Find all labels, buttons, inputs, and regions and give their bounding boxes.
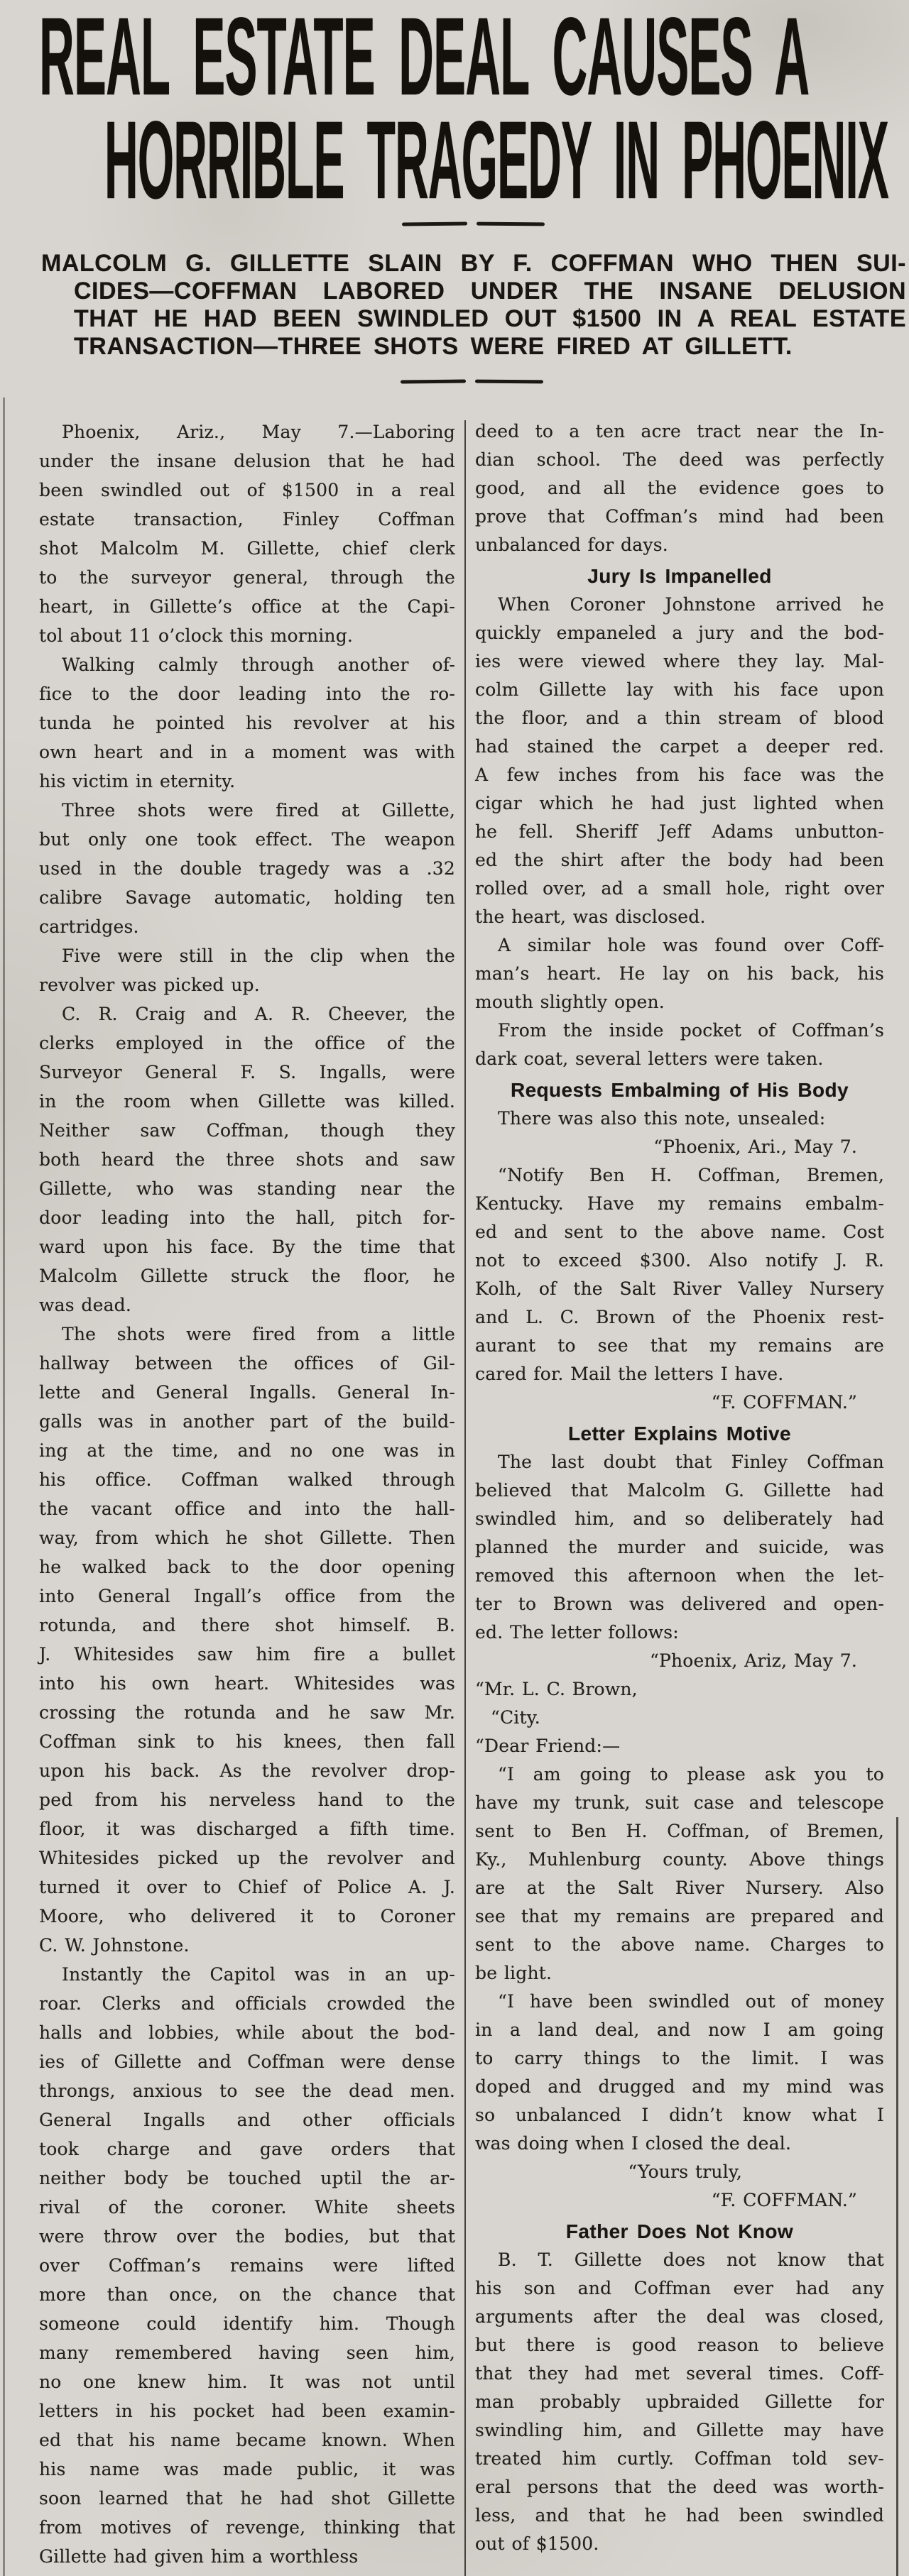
article-line: rival of the coroner. White sheets [39,2197,455,2218]
article-line: the floor, and a thin stream of blood [475,708,884,728]
article-line: A few inches from his face was the [475,764,884,785]
article-line: less, and that he had been swindled [475,2505,884,2526]
article-line: heart, in Gillette’s office at the Capi- [39,596,455,617]
divider-ornament-bottom [401,380,543,383]
article-line: rolled over, ad a small hole, right over [475,878,884,899]
article-line: ter to Brown was delivered and open- [475,1594,884,1614]
article-line: in the room when Gillette was killed. [39,1091,455,1112]
article-line: planned the murder and suicide, was [475,1537,884,1557]
article-line: ed that his name became known. When [39,2430,455,2450]
article-line: estate transaction, Finley Coffman [39,509,455,530]
article-line: many remembered having seen him, [39,2342,455,2363]
article-line: so unbalanced I didn’t know what I [475,2105,884,2125]
article-line: halls and lobbies, while about the bod- [39,2022,455,2043]
article-line: ed. The letter follows: [475,1622,679,1643]
article-line: door leading into the hall, pitch for- [39,1207,455,1228]
article-line: had stained the carpet a deeper red. [475,736,884,757]
headline-line-1: REAL ESTATE DEAL CAUSES A [39,0,810,119]
article-line: ies of Gillette and Coffman were dense [39,2051,455,2072]
article-line: Kentucky. Have my remains embalm- [475,1193,884,1214]
article-line: Instantly the Capitol was in an up- [62,1964,455,1985]
article-line: tunda he pointed his revolver at his [39,713,455,733]
article-line: The shots were fired from a little [62,1324,455,1344]
subhead-line: MALCOLM G. GILLETTE SLAIN BY F. COFFMAN WHO THEN SUI- [41,250,906,277]
article-line: from motives of revenge, thinking that [39,2517,455,2538]
article-line: dark coat, several letters were taken. [475,1048,824,1069]
article-line: Gillette had given him a worthless [39,2546,359,2567]
article-line: revolver was picked up. [39,975,260,995]
article-line: the vacant office and into the hall- [39,1498,455,1519]
article-line: There was also this note, unsealed: [498,1108,826,1129]
article-line: used in the double tragedy was a .32 [39,858,455,879]
article-line: way, from which he shot Gillette. Then [39,1528,455,1548]
article-line: Neither saw Coffman, though they [39,1120,455,1141]
article-line: his office. Coffman walked through [39,1469,455,1490]
article-line: neither body be touched uptil the ar- [39,2168,455,2188]
article-line: sent to the above name. Charges to [475,1934,884,1955]
article-line: was dead. [39,1295,132,1315]
article-line: was doing when I closed the deal. [475,2133,792,2154]
article-line: are at the Salt River Nursery. Also [475,1878,884,1898]
article-line: unbalanced for days. [475,535,668,555]
article-line: the heart, was disclosed. [475,906,706,927]
article-line: C. R. Craig and A. R. Cheever, the [62,1004,455,1024]
section-subhead: Jury Is Impanelled [587,565,772,587]
page-left-edge-rule [3,398,5,2576]
article-line: his name was made public, it was [39,2459,455,2479]
article-line: but there is good reason to believe [475,2335,884,2355]
article-line: Surveyor General F. S. Ingalls, were [39,1062,455,1083]
article-line: When Coroner Johnstone arrived he [498,594,884,615]
article-line: turned it over to Chief of Police A. J. [39,1877,455,1897]
article-line: took charge and gave orders that [39,2139,455,2159]
article-line: upon his back. As the revolver drop- [39,1760,455,1781]
article-line: that they had met several times. Coff- [475,2363,884,2384]
article-line: quickly empaneled a jury and the bod- [475,623,884,643]
article-line: have my trunk, suit case and telescope [475,1792,884,1813]
article-line: crossing the rotunda and he saw Mr. [39,1702,455,1723]
article-line: “Phoenix, Ariz, May 7. [649,1650,857,1671]
article-line: soon learned that he had shot Gillette [39,2488,455,2509]
subhead-line: CIDES—COFFMAN LABORED UNDER THE INSANE DELUSION [74,278,906,305]
article-line: C. W. Johnstone. [39,1935,190,1956]
article-line: removed this afternoon when the let- [475,1565,884,1586]
article-line: but only one took effect. The weapon [39,829,455,850]
article-line: in a land deal, and now I am going [475,2019,884,2040]
article-line: “F. COFFMAN.” [711,2190,857,2210]
article-line: man probably upbraided Gillette for [475,2391,884,2412]
headline [39,0,909,222]
column-divider-rule [464,420,466,2576]
dash-icon [401,380,466,384]
article-line: both heard the three shots and saw [39,1149,455,1170]
article-line: floor, it was discharged a fifth time. [39,1819,455,1839]
article-line: “Phoenix, Ari., May 7. [653,1136,857,1157]
article-line: out of $1500. [475,2533,599,2554]
article-line: been swindled out of $1500 in a real [39,480,455,500]
article-line: mouth slightly open. [475,992,665,1012]
article-line: prove that Coffman’s mind had been [475,506,884,527]
article-line: Malcolm Gillette struck the floor, he [39,1266,455,1286]
section-subhead: Letter Explains Motive [568,1423,791,1445]
article-line: “Dear Friend:— [475,1736,621,1756]
article-line: more than once, on the chance that [39,2284,455,2305]
subhead-line: THAT HE HAD BEEN SWINDLED OUT $1500 IN A REAL ESTATE [74,305,906,332]
article-line: fice to the door leading into the ro- [39,684,455,704]
article-line: clerks employed in the office of the [39,1033,455,1053]
article-line: The last doubt that Finley Coffman [498,1452,884,1472]
article-line: ed the shirt after the body had been [475,850,884,870]
article-line: ward upon his face. By the time that [39,1237,455,1257]
article-line: calibre Savage automatic, holding ten [39,887,455,908]
dash-icon [477,222,545,226]
article-line: lette and General Ingalls. General In- [39,1382,455,1403]
article-line: swindled him, and so deliberately had [475,1508,884,1529]
article-line: Gillette, who was standing near the [39,1178,455,1199]
article-line: good, and all the evidence goes to [475,478,884,498]
article-line: “F. COFFMAN.” [711,1392,857,1413]
article-line: own heart and in a moment was with [39,742,455,762]
article-line: “I have been swindled out of money [498,1991,884,2012]
article-line: From the inside pocket of Coffman’s [498,1020,884,1041]
article-line: shot Malcolm M. Gillette, chief clerk [39,538,455,559]
article-line: sent to Ben H. Coffman, of Bremen, [475,1821,884,1841]
article-line: under the insane delusion that he had [39,451,455,471]
article-line: “Mr. L. C. Brown, [475,1679,638,1699]
divider-ornament-top [402,222,545,226]
article-line: letters in his pocket had been examin- [39,2401,455,2421]
article-line: ped from his nerveless hand to the [39,1790,455,1810]
article-line: swindling him, and Gillette may have [475,2420,884,2440]
article-line: Three shots were fired at Gillette, [62,800,455,821]
article-line: Moore, who delivered it to Coroner [39,1906,455,1926]
article-line: his victim in eternity. [39,771,236,791]
article-line: his son and Coffman ever had any [475,2278,884,2298]
headline-line-2: HORRIBLE TRAGEDY IN PHOENIX [104,97,889,222]
article-line: throngs, anxious to see the dead men. [39,2081,455,2101]
article-line: aurant to see that my remains are [475,1335,884,1356]
article-line: B. T. Gillette does not know that [498,2249,884,2270]
article-line: arguments after the deal was closed, [475,2306,884,2327]
article-line: be light. [475,1963,553,1983]
deck-subheadline [41,250,906,361]
article-line: ies were viewed where they lay. Mal- [475,651,884,672]
article-line: and L. C. Brown of the Phoenix rest- [475,1307,884,1327]
article-line: to carry things to the limit. I was [475,2048,884,2068]
article-line: roar. Clerks and officials crowded the [39,1993,455,2014]
article-line: into General Ingall’s office from the [39,1586,455,1606]
article-line: treated him curtly. Coffman told sev- [475,2448,884,2469]
article-line: Phoenix, Ariz., May 7.—Laboring [62,422,455,442]
article-line: Ky., Muhlenburg county. Above things [475,1849,884,1870]
article-line: someone could identify him. Though [39,2313,455,2334]
article-line: “Notify Ben H. Coffman, Bremen, [498,1165,884,1185]
article-line: J. Whitesides saw him fire a bullet [39,1644,455,1665]
article-line: ed and sent to the above name. Cost [475,1222,884,1242]
article-line: Whitesides picked up the revolver and [39,1848,455,1868]
article-line: eral persons that the deed was worth- [475,2477,884,2497]
section-subhead: Requests Embalming of His Body [510,1079,849,1101]
article-column-right [475,417,884,2558]
article-line: colm Gillette lay with his face upon [475,679,884,700]
article-line: dian school. The deed was perfectly [475,449,884,470]
article-line: man’s heart. He lay on his back, his [475,963,884,984]
article-line: doped and drugged and my mind was [475,2076,884,2097]
article-column-left [39,417,455,2571]
article-line: Five were still in the clip when the [62,946,455,966]
article-line: into his own heart. Whitesides was [39,1673,455,1694]
article-line: no one knew him. It was not until [39,2372,455,2392]
article-line: deed to a ten acre tract near the In- [475,421,884,442]
article-line: rotunda, and there shot himself. B. [39,1615,455,1635]
article-line: galls was in another part of the build- [39,1411,455,1432]
article-line: cartridges. [39,916,139,937]
article-line: “City. [491,1707,540,1728]
article-line: cared for. Mail the letters I have. [475,1364,784,1384]
article-line: ing at the time, and no one was in [39,1440,455,1461]
article-line: General Ingalls and other officials [39,2110,455,2130]
article-line: Walking calmly through another of- [62,654,455,675]
article-line: A similar hole was found over Coff- [498,935,884,955]
article-line: he fell. Sheriff Jeff Adams unbutton- [475,821,884,842]
article-line: Coffman sink to his knees, then fall [39,1731,455,1752]
article-line: were throw over the bodies, but that [39,2226,455,2247]
article-line: he walked back to the door opening [39,1557,455,1577]
article-line: not to exceed $300. Also notify J. R. [475,1250,884,1271]
article-line: see that my remains are prepared and [475,1906,884,1926]
article-line: over Coffman’s remains were lifted [39,2255,455,2276]
article-line: hallway between the offices of Gil- [39,1353,455,1374]
article-line: tol about 11 o’clock this morning. [39,625,354,646]
article-line: “I am going to please ask you to [498,1764,884,1785]
subhead-line: TRANSACTION—THREE SHOTS WERE FIRED AT GILLETT. [74,333,793,360]
article-line: to the surveyor general, through the [39,567,455,588]
dash-icon [402,222,467,226]
dash-icon [475,380,543,384]
article-line: believed that Malcolm G. Gillette had [475,1480,884,1501]
article-line: “Yours truly, [628,2161,742,2182]
section-subhead: Father Does Not Know [565,2220,794,2242]
article-line: cigar which he had just lighted when [475,793,884,813]
page-right-edge-rule [896,1817,898,2576]
article-line: Kolh, of the Salt River Valley Nursery [475,1278,884,1299]
